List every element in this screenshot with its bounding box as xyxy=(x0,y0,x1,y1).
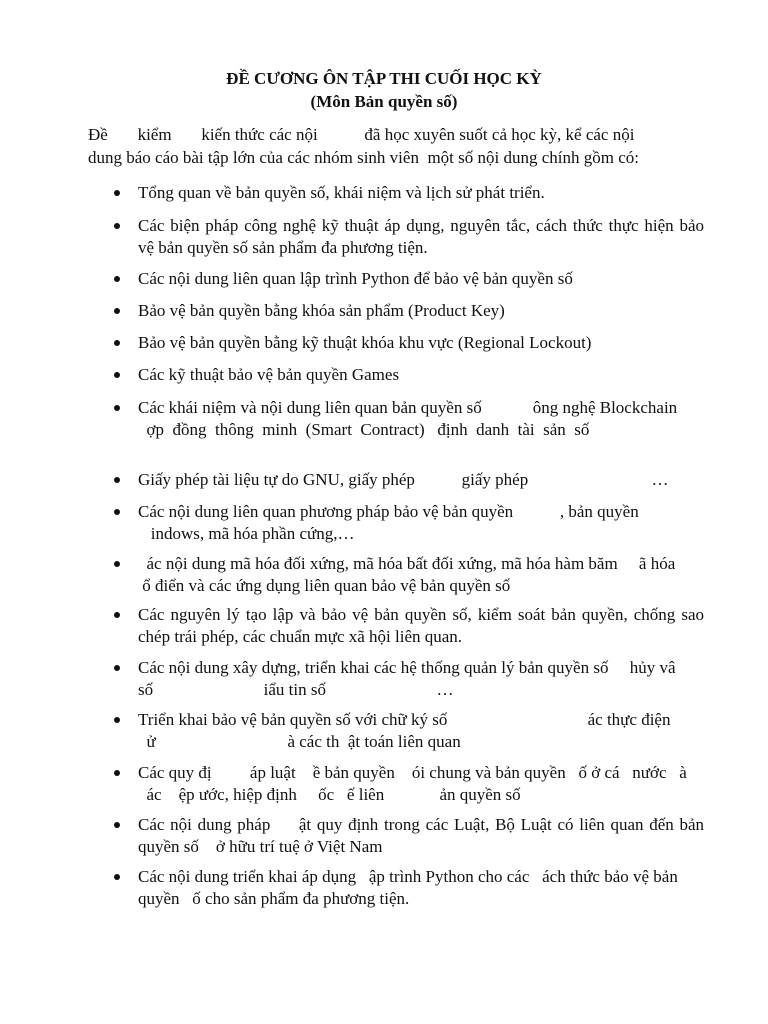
bullet-icon xyxy=(114,405,120,411)
list-item-text: Các nội dung triển khai áp dụng ập trình Python cho các ách thức bảo vệ bản xyxy=(138,867,678,886)
list-item-text: Các kỹ thuật bảo vệ bản quyền Games xyxy=(138,365,400,384)
intro-paragraph-line-2: dung báo cáo bài tập lớn của các nhóm sinh viên một số nội dung chính gồm có: xyxy=(88,148,639,167)
list-item-text: Giấy phép tài liệu tự do GNU, giấy phép giấy phép … xyxy=(138,470,669,489)
bullet-icon xyxy=(114,223,120,229)
bullet-icon xyxy=(114,612,120,618)
list-item-text: Các khái niệm và nội dung liên quan bản quyền số ông nghệ Blockchain xyxy=(138,398,678,417)
intro-paragraph-line-1: Đề kiểm kiến thức các nội đã học xuyên suốt cả học kỳ, kể các nội xyxy=(88,125,635,144)
list-item-text: Các nguyên lý tạo lập và bảo vệ bản quyền số, kiểm soát bản quyền, chống sao xyxy=(138,605,704,624)
list-item-text: Các nội dung xây dựng, triển khai các hệ thống quản lý bản quyền số hủy vâ xyxy=(138,658,676,677)
list-item-text: ổ điển và các ứng dụng liên quan bảo vệ bản quyền số xyxy=(138,576,511,595)
list-item-text: ợp đồng thông minh (Smart Contract) định danh tài sản số xyxy=(138,420,590,439)
bullet-icon xyxy=(114,874,120,880)
list-item-text: chép trái phép, các chuẩn mực xã hội liên quan. xyxy=(138,627,463,646)
list-item-text: quyền ố cho sản phẩm đa phương tiện. xyxy=(138,889,410,908)
list-item-text: Bảo vệ bản quyền bằng khóa sản phẩm (Product Key) xyxy=(138,301,505,320)
bullet-icon xyxy=(114,665,120,671)
document-title: ĐỀ CƯƠNG ÔN TẬP THI CUỐI HỌC KỲ xyxy=(226,69,542,88)
bullet-icon xyxy=(114,509,120,515)
bullet-icon xyxy=(114,340,120,346)
list-item-text: Các nội dung liên quan lập trình Python để bảo vệ bản quyền số xyxy=(138,269,573,288)
list-item-text: Các biện pháp công nghệ kỹ thuật áp dụng, nguyên tắc, cách thức thực hiện bảo xyxy=(138,216,704,235)
bullet-icon xyxy=(114,190,120,196)
bullet-icon xyxy=(114,717,120,723)
list-item-text: Các nội dung pháp ật quy định trong các Luật, Bộ Luật có liên quan đến bản xyxy=(138,815,704,834)
bullet-icon xyxy=(114,477,120,483)
bullet-icon xyxy=(114,822,120,828)
bullet-icon xyxy=(114,561,120,567)
bullet-icon xyxy=(114,770,120,776)
list-item-text: ác ệp ước, hiệp định ốc ế liên ản quyền số xyxy=(138,785,521,804)
bullet-icon xyxy=(114,276,120,282)
list-item-text: quyền số ở hữu trí tuệ ở Việt Nam xyxy=(138,837,383,856)
list-item-text: Tổng quan về bản quyền số, khái niệm và lịch sử phát triển. xyxy=(138,183,545,202)
list-item-text: Bảo vệ bản quyền bằng kỹ thuật khóa khu vực (Regional Lockout) xyxy=(138,333,592,352)
list-item-text: vệ bản quyền số sản phẩm đa phương tiện. xyxy=(138,238,428,257)
list-item-text: Các quy đị áp luật ề bản quyền ói chung và bản quyền ố ở cá nước à xyxy=(138,763,687,782)
document-subtitle: (Môn Bản quyền số) xyxy=(310,92,458,111)
bullet-icon xyxy=(114,308,120,314)
list-item-text: Triển khai bảo vệ bản quyền số với chữ ký số ác thực điện xyxy=(138,710,671,729)
list-item-text: ác nội dung mã hóa đối xứng, mã hóa bất đối xứng, mã hóa hàm băm ã hóa xyxy=(138,554,676,573)
bullet-icon xyxy=(114,372,120,378)
list-item-text: ử à các th ật toán liên quan xyxy=(138,732,461,751)
list-item-text: số iẩu tin số … xyxy=(138,680,454,699)
list-item-text: Các nội dung liên quan phương pháp bảo vệ bản quyền , bản quyền xyxy=(138,502,639,521)
list-item-text: indows, mã hóa phần cứng,… xyxy=(138,524,355,543)
